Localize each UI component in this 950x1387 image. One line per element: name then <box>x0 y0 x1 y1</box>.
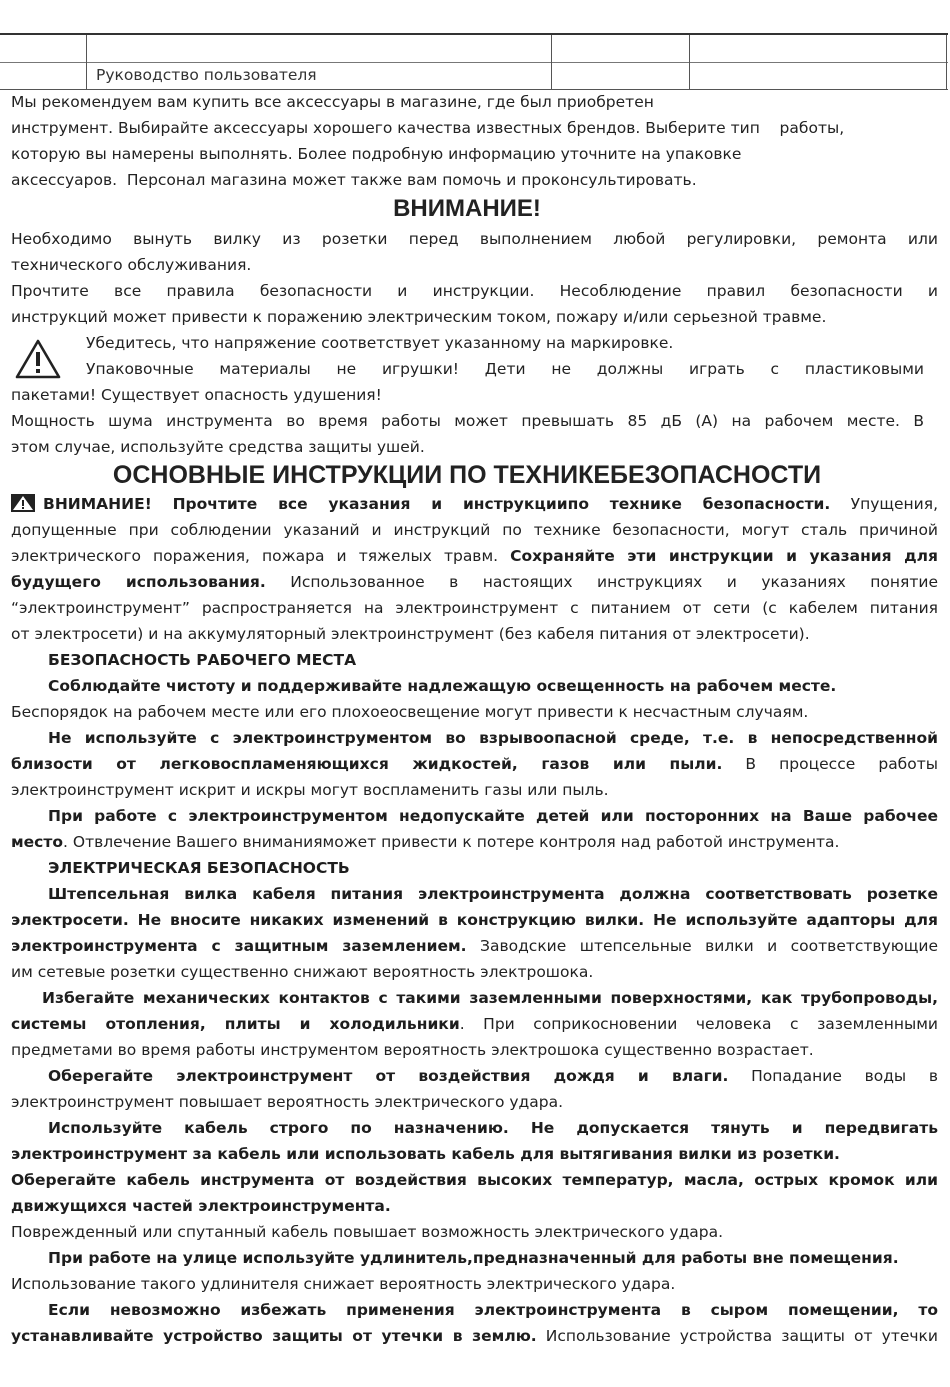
safety-text: ВНИМАНИЕ! Прочтите все указания и инструкциипо технике безопасности. Упущения, <box>11 491 938 517</box>
warning-badge-icon <box>11 494 35 512</box>
intro-line: Мы рекомендуем вам купить все аксессуары в магазине, где был приобретен <box>11 93 654 111</box>
electrical-text: Избегайте механических контактов с такими заземленными поверхностями, как трубопроводы, <box>42 989 938 1007</box>
electrical-heading: ЭЛЕКТРИЧЕСКАЯ БЕЗОПАСНОСТЬ <box>48 859 350 877</box>
attention-text: Необходимо вынуть вилку из розетки перед выполнением любой регулировки, ремонта или <box>11 230 938 248</box>
table-column-divider <box>689 35 690 89</box>
workplace-text: Беспорядок на рабочем месте или его плохоеосвещение могут привести к несчастным случаям. <box>11 703 809 721</box>
workplace-text: Не используйте с электроинструментом во взрывоопасной среде, т.е. в непосредственной <box>48 729 938 747</box>
electrical-text: электроинструмент за кабель или использовать кабель для вытягивания вилки из розетки. <box>11 1145 840 1163</box>
table-column-divider <box>86 35 87 89</box>
warning-triangle-icon <box>15 338 61 380</box>
attention-text: пакетами! Существует опасность удушения! <box>11 386 382 404</box>
attention-text: этом случае, используйте средства защиты ушей. <box>11 438 425 456</box>
electrical-text: предметами во время работы инструментом вероятность электрошока существенно возрастает. <box>11 1041 814 1059</box>
attention-heading: ВНИМАНИЕ! <box>393 195 541 222</box>
electrical-text: устанавливайте устройство защиты от утечки в землю. Использование устройства защиты от утечки <box>11 1327 938 1345</box>
workplace-heading: БЕЗОПАСНОСТЬ РАБОЧЕГО МЕСТА <box>48 651 357 669</box>
intro-line: инструмент. Выбирайте аксессуары хорошего качества известных брендов. Выберите тип работы, <box>11 119 845 137</box>
safety-text: допущенные при соблюдении указаний и инструкций по технике безопасности, могут сталь причиной <box>11 521 938 539</box>
attention-text: Убедитесь, что напряжение соответствует указанному на маркировке. <box>86 334 674 352</box>
attention-text: технического обслуживания. <box>11 256 252 274</box>
electrical-text: Оберегайте электроинструмент от воздействия дождя и влаги. Попадание воды в <box>48 1067 938 1085</box>
table-column-divider <box>946 35 947 89</box>
safety-text: электрического поражения, пожара и тяжелых травм. Сохраняйте эти инструкции и указания для <box>11 547 938 565</box>
document-title: Руководство пользователя <box>96 66 317 84</box>
electrical-text: Оберегайте кабель инструмента от воздействия высоких температур, масла, острых кромок или <box>11 1171 938 1189</box>
workplace-text: место. Отвлечение Вашего вниманияможет привести к потере контроля над работой инструмента. <box>11 833 840 851</box>
workplace-text: электроинструмент искрит и искры могут воспламенить газы или пыль. <box>11 781 609 799</box>
electrical-text: При работе на улице используйте удлинитель,предназначенный для работы вне помещения. <box>48 1249 899 1267</box>
safety-text: “электроинструмент” распространяется на электроинструмент с питанием от сети (с кабелем питания <box>11 599 938 617</box>
workplace-text: Соблюдайте чистоту и поддерживайте надлежащую освещенность на рабочем месте. <box>48 677 837 695</box>
intro-line: аксессуаров. Персонал магазина может также вам помочь и проконсультировать. <box>11 171 697 189</box>
safety-heading: ОСНОВНЫЕ ИНСТРУКЦИИ ПО ТЕХНИКЕБЕЗОПАСНОСТИ <box>112 461 822 489</box>
electrical-text: Поврежденный или спутанный кабель повышает возможность электрического удара. <box>11 1223 724 1241</box>
electrical-text: электросети. Не вносите никаких изменений в конструкцию вилки. Не используйте адапторы для <box>11 911 938 929</box>
electrical-text: Используйте кабель строго по назначению. Не допускается тянуть и передвигать <box>48 1119 938 1137</box>
header-table <box>0 33 948 90</box>
electrical-text: движущихся частей электроинструмента. <box>11 1197 391 1215</box>
workplace-text: При работе с электроинструментом недопускайте детей или посторонних на Ваше рабочее <box>48 807 938 825</box>
electrical-text: системы отопления, плиты и холодильники. При соприкосновении человека с заземленными <box>11 1015 938 1033</box>
attention-text: Упаковочные материалы не игрушки! Дети не должны играть с пластиковыми <box>86 360 924 378</box>
electrical-text: Если невозможно избежать применения электроинструмента в сыром помещении, то <box>48 1301 938 1319</box>
intro-line: которую вы намерены выполнять. Более подробную информацию уточните на упаковке <box>11 145 742 163</box>
table-column-divider <box>551 35 552 89</box>
attention-text: Мощность шума инструмента во время работы может превышать 85 дБ (А) на рабочем месте. В <box>11 412 924 430</box>
electrical-text: Штепсельная вилка кабеля питания электроинструмента должна соответствовать розетке <box>48 885 938 903</box>
table-row-divider <box>0 62 948 63</box>
attention-text: инструкций может привести к поражению электрическим током, пожару и/или серьезной травме. <box>11 308 827 326</box>
electrical-text: Использование такого удлинителя снижает вероятность электрического удара. <box>11 1275 676 1293</box>
electrical-text: электроинструмента с защитным заземлением. Заводские штепсельные вилки и соответствующие <box>11 937 938 955</box>
safety-text: будущего использования. Использованное в настоящих инструкциях и указаниях понятие <box>11 573 938 591</box>
attention-text: Прочтите все правила безопасности и инструкции. Несоблюдение правил безопасности и <box>11 282 938 300</box>
electrical-text: им сетевые розетки существенно снижают вероятность электрошока. <box>11 963 594 981</box>
safety-text: от электросети) и на аккумуляторный электроинструмент (без кабеля питания от электросети). <box>11 625 810 643</box>
workplace-text: близости от легковоспламеняющихся жидкостей, газов или пыли. В процессе работы <box>11 755 938 773</box>
electrical-text: электроинструмент повышает вероятность электрического удара. <box>11 1093 564 1111</box>
